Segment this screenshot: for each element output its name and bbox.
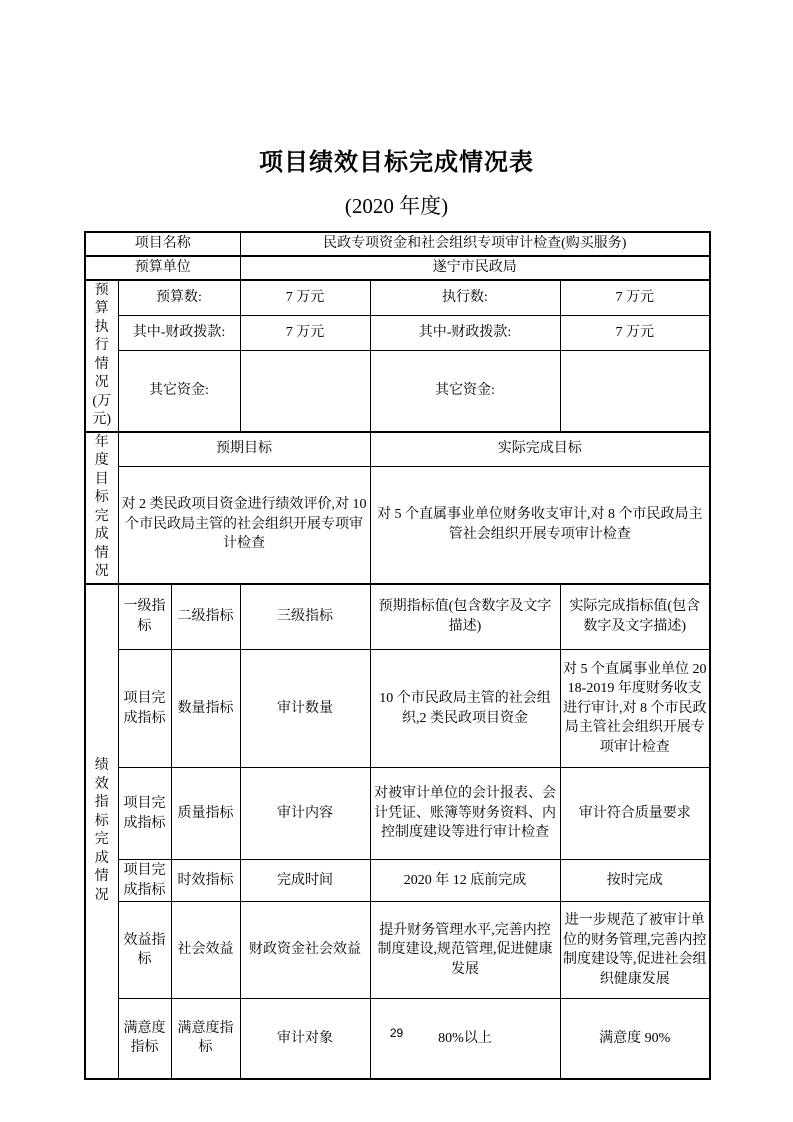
budget-value: 7 万元 bbox=[240, 315, 370, 350]
table-row bbox=[85, 584, 710, 650]
indicator-expected: 2020 年 12 底前完成 bbox=[370, 860, 560, 902]
expected-goal-text: 对 2 类民政项目资金进行绩效评价,对 10 个市民政局主管的社会组织开展专项审计检查 bbox=[118, 466, 370, 583]
budget-label: 预算数: bbox=[118, 280, 240, 315]
indicator-header-actual: 实际完成指标值(包含数字及文字描述) bbox=[560, 584, 710, 650]
table-row bbox=[85, 256, 710, 280]
table-row bbox=[85, 280, 710, 315]
indicator-header-level2: 二级指标 bbox=[171, 584, 240, 650]
indicator-expected: 对被审计单位的会计报表、会计凭证、账簿等财务资料、内控制度建设等进行审计检查 bbox=[370, 768, 560, 860]
table-row bbox=[85, 232, 710, 256]
page-subtitle: (2020 年度) bbox=[344, 194, 449, 218]
indicator-level2: 质量指标 bbox=[171, 768, 240, 860]
table-row bbox=[85, 315, 710, 350]
indicator-level1: 满意度指标 bbox=[118, 999, 171, 1079]
indicator-actual: 满意度 90% bbox=[560, 999, 710, 1079]
indicator-header-level3: 三级指标 bbox=[240, 584, 370, 650]
annual-goal-section-label: 年度目标完成情况 bbox=[85, 432, 118, 584]
indicator-level2: 时效指标 bbox=[171, 860, 240, 902]
indicator-level3: 财政资金社会效益 bbox=[240, 902, 370, 999]
table-row bbox=[85, 768, 710, 860]
budget-value: 7 万元 bbox=[560, 280, 710, 315]
budget-exec-section-label: 预算执行情况(万元) bbox=[85, 280, 118, 432]
budget-value bbox=[560, 351, 710, 432]
actual-goal-text: 对 5 个直属事业单位财务收支审计,对 8 个市民政局主管社会组织开展专项审计检查 bbox=[370, 466, 710, 583]
indicator-level3: 完成时间 bbox=[240, 860, 370, 902]
budget-label: 其中-财政拨款: bbox=[118, 315, 240, 350]
indicator-level2: 社会效益 bbox=[171, 902, 240, 999]
indicator-actual: 进一步规范了被审计单位的财务管理,完善内控制度建设等,促进社会组织健康发展 bbox=[560, 902, 710, 999]
budget-value bbox=[240, 351, 370, 432]
indicator-header-expected: 预期指标值(包含数字及文字描述) bbox=[370, 584, 560, 650]
budget-unit-label: 预算单位 bbox=[85, 256, 240, 280]
table-row bbox=[85, 650, 710, 768]
budget-label: 其中-财政拨款: bbox=[370, 315, 560, 350]
indicator-expected: 10 个市民政局主管的社会组织,2 类民政项目资金 bbox=[370, 650, 560, 768]
page-title: 项目绩效目标完成情况表 bbox=[259, 149, 534, 176]
budget-label: 其它资金: bbox=[118, 351, 240, 432]
budget-value: 7 万元 bbox=[240, 280, 370, 315]
budget-unit-value: 遂宁市民政局 bbox=[240, 256, 710, 280]
project-name-value: 民政专项资金和社会组织专项审计检查(购买服务) bbox=[240, 232, 710, 256]
budget-value: 7 万元 bbox=[560, 315, 710, 350]
indicator-level3: 审计内容 bbox=[240, 768, 370, 860]
indicator-expected: 提升财务管理水平,完善内控制度建设,规范管理,促进健康发展 bbox=[370, 902, 560, 999]
indicator-level1: 项目完成指标 bbox=[118, 768, 171, 860]
project-name-label: 项目名称 bbox=[85, 232, 240, 256]
indicator-level1: 项目完成指标 bbox=[118, 860, 171, 902]
table-row bbox=[85, 466, 710, 583]
indicator-level1: 项目完成指标 bbox=[118, 650, 171, 768]
page-number: 29 bbox=[389, 1026, 404, 1040]
indicator-actual: 对 5 个直属事业单位 2018-2019 年度财务收支进行审计,对 8 个市民政局主管社会组织开展专项审计检查 bbox=[560, 650, 710, 768]
budget-label: 其它资金: bbox=[370, 351, 560, 432]
indicator-actual: 审计符合质量要求 bbox=[560, 768, 710, 860]
budget-label: 执行数: bbox=[370, 280, 560, 315]
indicator-level1: 效益指标 bbox=[118, 902, 171, 999]
indicator-expected: 80%以上 bbox=[370, 999, 560, 1079]
indicator-level2: 满意度指标 bbox=[171, 999, 240, 1079]
indicator-header-level1: 一级指标 bbox=[118, 584, 171, 650]
table-row bbox=[85, 432, 710, 466]
indicator-actual: 按时完成 bbox=[560, 860, 710, 902]
indicator-level3: 审计对象 bbox=[240, 999, 370, 1079]
performance-table bbox=[84, 231, 711, 1080]
expected-goal-header: 预期目标 bbox=[118, 432, 370, 466]
indicators-section-label: 绩效指标完成情况 bbox=[85, 584, 118, 1079]
table-row bbox=[85, 902, 710, 999]
indicator-level3: 审计数量 bbox=[240, 650, 370, 768]
table-row bbox=[85, 860, 710, 902]
table-row bbox=[85, 351, 710, 432]
indicator-level2: 数量指标 bbox=[171, 650, 240, 768]
actual-goal-header: 实际完成目标 bbox=[370, 432, 710, 466]
